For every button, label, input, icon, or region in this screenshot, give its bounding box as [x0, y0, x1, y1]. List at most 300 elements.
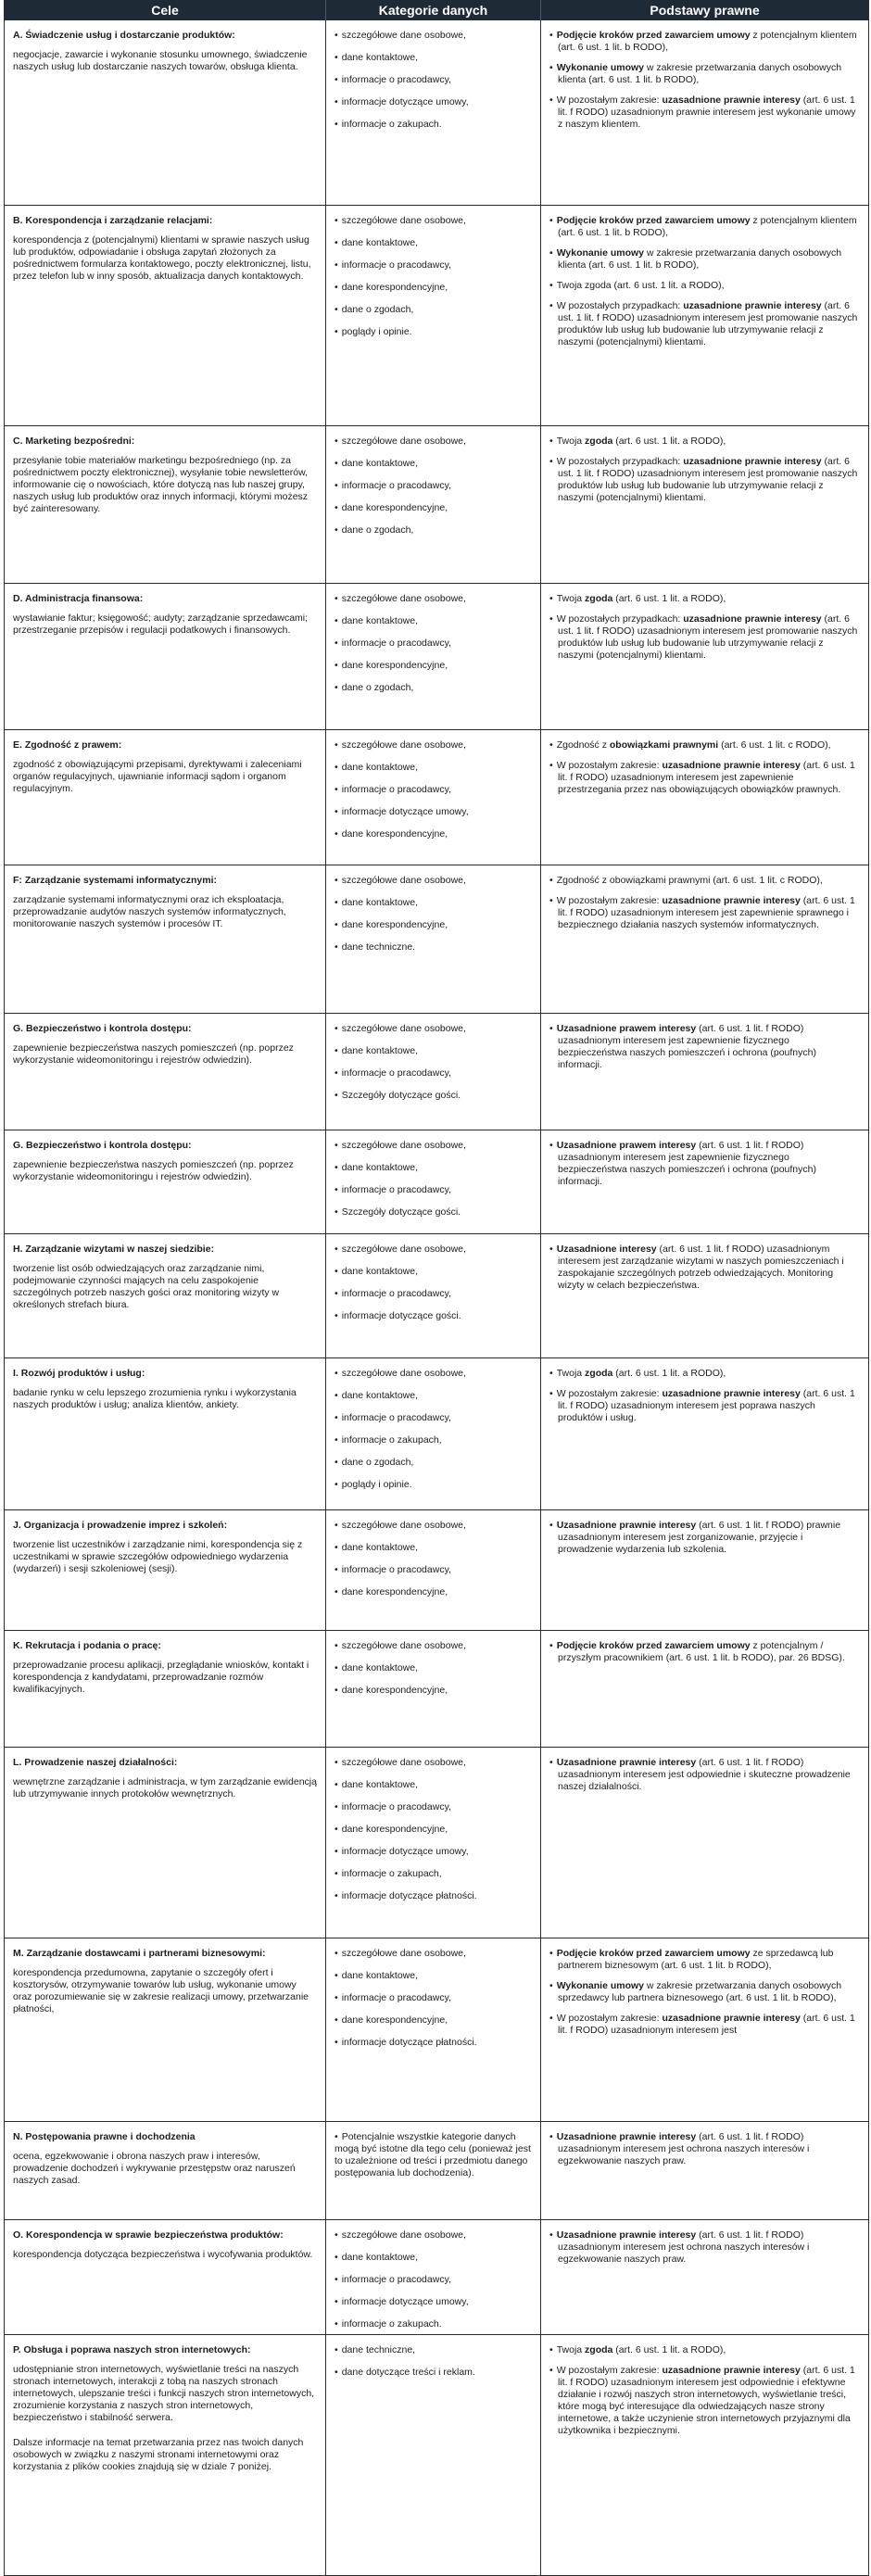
legal-basis-list — [549, 1244, 860, 1292]
legal-basis-emphasis: Uzasadnione prawem interesy — [556, 1140, 697, 1151]
legal-basis-item — [549, 1980, 860, 2004]
data-category-item: • szczegółowe dane osobowe, — [335, 1244, 532, 1256]
data-category-item: • dane kontaktowe, — [335, 458, 532, 470]
data-categories-list — [335, 1368, 532, 1491]
purpose-description: wewnętrzne zarządzanie i administracja, w tym zarządzanie ewidencją lub utrzymywanie innych protokołów wewnętrznych. — [13, 1776, 317, 1799]
data-category-item: • informacje dotyczące umowy, — [335, 2296, 532, 2308]
table-row — [5, 2220, 868, 2335]
legal-basis-cell — [540, 1130, 868, 1233]
legal-basis-item — [549, 1948, 860, 1972]
legal-basis-emphasis: Wykonanie umowy — [556, 1980, 645, 1991]
legal-basis-emphasis: Podjęcie kroków przed zawarciem umowy — [556, 1948, 751, 1959]
data-category-item: • dane kontaktowe, — [335, 52, 532, 64]
table-row — [5, 2122, 868, 2220]
legal-basis-item — [549, 280, 860, 292]
data-categories-cell — [325, 1938, 540, 2121]
legal-basis-cell — [540, 730, 868, 865]
purpose-title: H. Zarządzanie wizytami w naszej siedzibie: — [13, 1244, 215, 1255]
legal-basis-emphasis: uzasadnione prawnie interesy — [662, 2365, 801, 2376]
data-category-item: • dane kontaktowe, — [335, 1970, 532, 1982]
legal-basis-prefix: W pozostałym zakresie: — [556, 895, 663, 906]
header-kategorie-danych: Kategorie danych — [325, 0, 540, 20]
purpose-title: E. Zgodność z prawem: — [13, 739, 122, 751]
legal-basis-text: (art. 6 ust. 1 lit. a RODO), — [612, 2344, 726, 2355]
data-categories-cell — [325, 730, 540, 865]
data-category-item: • szczegółowe dane osobowe, — [335, 1520, 532, 1532]
legal-basis-list — [549, 739, 860, 796]
legal-basis-text: (art. 6 ust. 1 lit. f RODO) uzasadnionym interesem jest zapewnienie przestrzegania przez nas obowiązujących obowiązków prawnych. — [558, 760, 855, 795]
legal-basis-list — [549, 1948, 860, 2037]
data-category-item: • informacje o zakupach, — [335, 1434, 532, 1446]
data-category-item: • Potencjalnie wszystkie kategorie danych mogą być istotne dla tego celu (ponieważ jest to uzależnione od treści i przedmiotu danego postępowania lub dochodzenia). — [335, 2131, 532, 2179]
legal-basis-prefix: W pozostałym zakresie: — [556, 95, 663, 106]
purpose-title: F: Zarządzanie systemami informatycznymi: — [13, 875, 217, 886]
legal-basis-emphasis: Podjęcie kroków przed zawarciem umowy — [556, 1640, 751, 1651]
legal-basis-prefix: W pozostałych przypadkach: — [556, 300, 684, 311]
legal-basis-list — [549, 30, 860, 131]
legal-basis-text: (art. 6 ust. 1 lit. f RODO) uzasadnionym interesem jest odpowiednie i efektywne działanie i rozwój naszych stron internetowych, wyświetlanie treści, które mogą być interesujące dla odwiedzających nasze strony internetowe, a także uczynienie stron internetowych przyjaznymi dla użytkownika i bezpiecznymi. — [558, 2365, 855, 2436]
table-body — [5, 20, 868, 2576]
table-row — [5, 1358, 868, 1510]
legal-basis-item — [549, 875, 860, 887]
legal-basis-emphasis: uzasadnione prawnie interesy — [683, 300, 822, 311]
purpose-cell — [5, 1014, 325, 1130]
legal-basis-item — [549, 593, 860, 605]
data-category-item: • szczegółowe dane osobowe, — [335, 2229, 532, 2241]
purpose-description: korespondencja dotycząca bezpieczeństwa i wycofywania produktów. — [13, 2249, 313, 2260]
data-category-item: • informacje o pracodawcy, — [335, 1992, 532, 2004]
table-row — [5, 1631, 868, 1748]
legal-basis-text: (art. 6 ust. 1 lit. f RODO) uzasadnionym prawnie interesem jest wykonanie umowy z naszym klientem. — [558, 95, 856, 130]
data-category-item: • informacje o pracodawcy, — [335, 2274, 532, 2286]
legal-basis-list — [549, 215, 860, 348]
legal-basis-item — [549, 247, 860, 271]
legal-basis-emphasis: Uzasadnione prawnie interesy — [556, 1520, 697, 1531]
purpose-title: A. Świadczenie usług i dostarczanie produktów: — [13, 30, 235, 41]
legal-basis-text: (art. 6 ust. 1 lit. f RODO) uzasadnionym interesem jest poprawa naszych produktów i usług. — [558, 1388, 855, 1423]
legal-basis-list — [549, 2131, 860, 2167]
data-categories-list — [335, 1244, 532, 1322]
legal-basis-emphasis: Podjęcie kroków przed zawarciem umowy — [556, 215, 751, 226]
legal-basis-cell — [540, 2122, 868, 2219]
legal-basis-cell — [540, 20, 868, 205]
legal-basis-text: (art. 6 ust. 1 lit. f RODO) uzasadnionym interesem jest zapewnienie fizycznego bezpieczeństwa naszych pomieszczeń i ochrona (poufnych) informacji. — [558, 1023, 816, 1070]
legal-basis-text: (art. 6 ust. 1 lit. c RODO), — [718, 739, 831, 751]
table-row — [5, 426, 868, 584]
data-category-item: • szczegółowe dane osobowe, — [335, 739, 532, 751]
data-categories-list — [335, 436, 532, 537]
legal-basis-list — [549, 875, 860, 931]
data-category-item: • szczegółowe dane osobowe, — [335, 1140, 532, 1152]
data-categories-cell — [325, 1358, 540, 1509]
data-category-item: • informacje o zakupach, — [335, 1868, 532, 1880]
legal-basis-text: (art. 6 ust. 1 lit. f RODO) prawnie uzasadnionym interesem jest zorganizowanie, przyjęcie i prowadzenie wydarzenia lub szkolenia. — [558, 1520, 841, 1555]
data-category-item: • informacje dotyczące płatności. — [335, 2037, 532, 2049]
legal-basis-emphasis: uzasadnione prawnie interesy — [662, 95, 801, 106]
table-row — [5, 206, 868, 426]
legal-basis-text: Twoja zgoda (art. 6 ust. 1 lit. a RODO), — [556, 280, 725, 291]
legal-basis-emphasis: uzasadnione prawnie interesy — [683, 613, 822, 625]
table-row — [5, 20, 868, 206]
purpose-cell — [5, 1631, 325, 1747]
data-category-item: • dane kontaktowe, — [335, 1045, 532, 1057]
legal-basis-item — [549, 1140, 860, 1188]
legal-basis-list — [549, 1640, 860, 1664]
data-category-item: • informacje dotyczące umowy, — [335, 96, 532, 108]
data-category-item: • informacje o pracodawcy, — [335, 259, 532, 271]
purposes-table — [4, 0, 869, 2576]
data-category-item: • szczegółowe dane osobowe, — [335, 1368, 532, 1380]
purpose-title: B. Korespondencja i zarządzanie relacjami: — [13, 215, 213, 226]
legal-basis-item — [549, 895, 860, 931]
legal-basis-cell — [540, 2220, 868, 2334]
legal-basis-cell — [540, 1748, 868, 1938]
purpose-description: negocjacje, zawarcie i wykonanie stosunku umownego, świadczenie naszych usług lub dostarczanie naszych towarów, obsługa klienta. — [13, 49, 308, 72]
data-category-item: • dane korespondencyjne, — [335, 1685, 532, 1697]
table-header — [5, 0, 868, 20]
legal-basis-emphasis: zgoda — [585, 1368, 613, 1379]
data-category-item: • szczegółowe dane osobowe, — [335, 593, 532, 605]
purpose-title: D. Administracja finansowa: — [13, 593, 144, 604]
legal-basis-text: (art. 6 ust. 1 lit. f RODO) uzasadnionym interesem jest zarządzanie wizytami w naszych pomieszczeniach i zaspokajanie szczególnych potrzeb odwiedzających. Monitoring wizyty w celach bezpieczeństwa. — [558, 1244, 844, 1291]
data-category-item: • informacje o pracodawcy, — [335, 1801, 532, 1813]
purpose-title: L. Prowadzenie naszej działalności: — [13, 1757, 178, 1768]
purpose-extra-note: Dalsze informacje na temat przetwarzania przez nas twoich danych osobowych w związku z naszymi stronami internetowymi oraz korzystania z plików cookies znajdują się w dziale 7 poniżej. — [13, 2437, 304, 2472]
legal-basis-emphasis: obowiązkami prawnymi — [609, 739, 719, 751]
legal-basis-text: w zakresie przetwarzania danych osobowych klienta (art. 6 ust. 1 lit. b RODO), — [558, 62, 842, 85]
data-categories-list — [335, 2131, 532, 2179]
table-row — [5, 2335, 868, 2576]
purpose-title: G. Bezpieczeństwo i kontrola dostępu: — [13, 1140, 192, 1151]
legal-basis-text: (art. 6 ust. 1 lit. f RODO) uzasadnionym interesem jest zapewnienie sprawnego i bezpiecznego działania naszych systemów informatycznych. — [558, 895, 855, 930]
legal-basis-text: (art. 6 ust. 1 lit. a RODO), — [612, 1368, 726, 1379]
legal-basis-emphasis: uzasadnione prawnie interesy — [662, 1388, 801, 1399]
legal-basis-emphasis: Uzasadnione prawnie interesy — [556, 2229, 697, 2241]
data-category-item: • informacje o pracodawcy, — [335, 74, 532, 86]
legal-basis-text: Zgodność z obowiązkami prawnymi (art. 6 ust. 1 lit. c RODO), — [556, 875, 823, 886]
data-category-item: • dane o zgodach, — [335, 682, 532, 694]
data-category-item: • szczegółowe dane osobowe, — [335, 30, 532, 42]
data-categories-list — [335, 30, 532, 131]
data-category-item: • informacje o pracodawcy, — [335, 1412, 532, 1424]
legal-basis-list — [549, 593, 860, 662]
data-categories-list — [335, 1520, 532, 1598]
legal-basis-text: ze sprzedawcą lub partnerem biznesowym (art. 6 ust. 1 lit. b RODO), — [558, 1948, 834, 1971]
purpose-cell — [5, 1748, 325, 1938]
legal-basis-list — [549, 1023, 860, 1071]
data-categories-cell — [325, 2335, 540, 2575]
legal-basis-item — [549, 30, 860, 54]
data-category-item: • informacje o zakupach. — [335, 119, 532, 131]
data-category-item: • dane korespondencyjne, — [335, 1824, 532, 1836]
data-category-item: • poglądy i opinie. — [335, 1479, 532, 1491]
data-categories-cell — [325, 20, 540, 205]
legal-basis-item — [549, 1757, 860, 1793]
purpose-description: badanie rynku w celu lepszego zrozumienia rynku i wykorzystania naszych produktów i usług; analiza klientów, ankiety. — [13, 1387, 297, 1410]
legal-basis-list — [549, 1140, 860, 1188]
legal-basis-text: z potencjalnym klientem (art. 6 ust. 1 lit. b RODO), — [558, 30, 857, 53]
legal-basis-prefix: Twoja — [556, 1368, 586, 1379]
purpose-cell — [5, 2220, 325, 2334]
data-category-item: • informacje o pracodawcy, — [335, 638, 532, 650]
legal-basis-emphasis: zgoda — [585, 2344, 613, 2355]
purpose-title: C. Marketing bezpośredni: — [13, 436, 135, 447]
header-podstawy-prawne: Podstawy prawne — [540, 0, 868, 20]
purpose-description: przesyłanie tobie materiałów marketingu bezpośredniego (np. za pośrednictwem poczty elektronicznej), wysyłanie tobie newsletterów, informowanie cię o nowościach, które dotyczą nas lub naszej grupy, naszych usług lub produktów oraz innych informacji, którymi możesz być zainteresowany. — [13, 455, 309, 514]
data-category-item: • szczegółowe dane osobowe, — [335, 1023, 532, 1035]
data-categories-cell — [325, 2122, 540, 2219]
purpose-description: korespondencja przedumowna, zapytanie o szczegóły ofert i kosztorysów, otrzymywanie towarów lub usług, wykonanie umowy oraz porozumiewanie się w zakresie realizacji umowy, przetwarzanie płatności, — [13, 1967, 309, 2014]
legal-basis-item — [549, 2365, 860, 2437]
data-category-item: • dane korespondencyjne, — [335, 502, 532, 514]
legal-basis-emphasis: Uzasadnione prawem interesy — [556, 1023, 697, 1034]
legal-basis-list — [549, 1368, 860, 1424]
data-categories-list — [335, 739, 532, 840]
legal-basis-emphasis: uzasadnione prawnie interesy — [662, 895, 801, 906]
data-categories-cell — [325, 1014, 540, 1130]
purpose-description: zapewnienie bezpieczeństwa naszych pomieszczeń (np. poprzez wykorzystanie wideomonitoringu i rejestrów odwiedzin). — [13, 1159, 294, 1182]
data-category-item: • dane kontaktowe, — [335, 762, 532, 774]
legal-basis-text: (art. 6 ust. 1 lit. f RODO) uzasadnionym interesem jest promowanie naszych produktów lub usług lub budowanie lub utrzymywanie relacji z naszymi (potencjalnymi) klientami. — [558, 456, 858, 503]
purpose-cell — [5, 206, 325, 425]
legal-basis-emphasis: Uzasadnione prawnie interesy — [556, 1757, 697, 1768]
legal-basis-cell — [540, 1014, 868, 1130]
legal-basis-text: w zakresie przetwarzania danych osobowych sprzedawcy lub partnera biznesowego (art. 6 ust. 1 lit. b RODO), — [558, 1980, 842, 2003]
purpose-title: P. Obsługa i poprawa naszych stron internetowych: — [13, 2344, 251, 2355]
data-categories-list — [335, 2229, 532, 2330]
data-categories-cell — [325, 1748, 540, 1938]
data-category-item: • dane techniczne. — [335, 941, 532, 953]
legal-basis-cell — [540, 206, 868, 425]
purpose-cell — [5, 20, 325, 205]
legal-basis-text: (art. 6 ust. 1 lit. f RODO) uzasadnionym interesem jest ochrona naszych interesów i egzekwowanie naszych praw. — [558, 2229, 810, 2265]
purpose-title: G. Bezpieczeństwo i kontrola dostępu: — [13, 1023, 192, 1034]
data-category-item: • dane kontaktowe, — [335, 1542, 532, 1554]
legal-basis-cell — [540, 1938, 868, 2121]
data-category-item: • informacje o pracodawcy, — [335, 784, 532, 796]
legal-basis-item — [549, 760, 860, 796]
purpose-cell — [5, 1938, 325, 2121]
data-category-item: • dane techniczne, — [335, 2344, 532, 2356]
legal-basis-item — [549, 95, 860, 131]
purpose-cell — [5, 584, 325, 729]
data-category-item: • dane dotyczące treści i reklam. — [335, 2367, 532, 2379]
table-row — [5, 1014, 868, 1130]
data-category-item: • informacje o zakupach. — [335, 2318, 532, 2330]
purpose-cell — [5, 1510, 325, 1630]
legal-basis-list — [549, 1520, 860, 1556]
purpose-description: zapewnienie bezpieczeństwa naszych pomieszczeń (np. poprzez wykorzystanie wideomonitoringu i rejestrów odwiedzin). — [13, 1042, 294, 1066]
data-category-item: • szczegółowe dane osobowe, — [335, 215, 532, 227]
data-category-item: • dane kontaktowe, — [335, 1779, 532, 1791]
header-cele: Cele — [151, 3, 179, 18]
data-categories-cell — [325, 1130, 540, 1233]
table-row — [5, 1938, 868, 2122]
legal-basis-text: (art. 6 ust. 1 lit. a RODO), — [612, 593, 726, 604]
legal-basis-list — [549, 2229, 860, 2266]
legal-basis-cell — [540, 865, 868, 1013]
table-row — [5, 1510, 868, 1631]
legal-basis-emphasis: zgoda — [585, 593, 613, 604]
legal-basis-item — [549, 1640, 860, 1664]
data-category-item: • informacje o pracodawcy, — [335, 1184, 532, 1196]
legal-basis-text: (art. 6 ust. 1 lit. a RODO), — [612, 436, 726, 447]
data-category-item: • szczegółowe dane osobowe, — [335, 1948, 532, 1960]
purpose-title: K. Rekrutacja i podania o pracę: — [13, 1640, 161, 1651]
legal-basis-text: (art. 6 ust. 1 lit. f RODO) uzasadnionym interesem jest ochrona naszych interesów i egzekwowanie naszych praw. — [558, 2131, 810, 2166]
legal-basis-cell — [540, 1358, 868, 1509]
purpose-cell — [5, 2122, 325, 2219]
table-row — [5, 1130, 868, 1234]
data-category-item: • dane kontaktowe, — [335, 1266, 532, 1278]
purpose-title: I. Rozwój produktów i usług: — [13, 1368, 145, 1379]
legal-basis-cell — [540, 1631, 868, 1747]
legal-basis-prefix: W pozostałym zakresie: — [556, 1388, 663, 1399]
purpose-title: M. Zarządzanie dostawcami i partnerami biznesowymi: — [13, 1948, 266, 1959]
table-row — [5, 1748, 868, 1938]
legal-basis-item — [549, 1388, 860, 1424]
legal-basis-item — [549, 300, 860, 348]
legal-basis-item — [549, 2131, 860, 2167]
legal-basis-cell — [540, 584, 868, 729]
data-category-item: • Szczegóły dotyczące gości. — [335, 1090, 532, 1102]
legal-basis-emphasis: Podjęcie kroków przed zawarciem umowy — [556, 30, 751, 41]
purpose-cell — [5, 1234, 325, 1357]
purpose-cell — [5, 1130, 325, 1233]
purpose-description: tworzenie list osób odwiedzających oraz zarządzanie nimi, podejmowanie czynności mających na celu zaspokojenie szczególnych potrzeb naszych gości oraz monitoring wizyty w określonych strefach biura. — [13, 1263, 280, 1310]
purpose-title: J. Organizacja i prowadzenie imprez i szkoleń: — [13, 1520, 228, 1531]
data-categories-list — [335, 1757, 532, 1902]
purpose-description: przeprowadzanie procesu aplikacji, przeglądanie wniosków, kontakt i korespondencja z kandydatami, przeprowadzanie rozmów kwalifikacyjnych. — [13, 1660, 309, 1695]
data-category-item: • szczegółowe dane osobowe, — [335, 1640, 532, 1652]
data-category-item: • dane korespondencyjne, — [335, 660, 532, 672]
data-category-item: • dane o zgodach, — [335, 304, 532, 316]
legal-basis-prefix: Twoja — [556, 2344, 586, 2355]
legal-basis-text: z potencjalnym klientem (art. 6 ust. 1 lit. b RODO), — [558, 215, 857, 238]
purpose-title: O. Korespondencja w sprawie bezpieczeństwa produktów: — [13, 2229, 284, 2241]
data-category-item: • dane o zgodach, — [335, 524, 532, 537]
table-row — [5, 730, 868, 865]
data-category-item: • informacje o pracodawcy, — [335, 1067, 532, 1080]
data-category-item: • dane korespondencyjne, — [335, 282, 532, 294]
data-categories-cell — [325, 2220, 540, 2334]
legal-basis-cell — [540, 1510, 868, 1630]
table-row — [5, 1234, 868, 1358]
data-category-item: • dane kontaktowe, — [335, 1390, 532, 1402]
data-categories-cell — [325, 865, 540, 1013]
legal-basis-item — [549, 613, 860, 662]
data-category-item: • dane kontaktowe, — [335, 897, 532, 909]
data-category-item: • informacje dotyczące umowy, — [335, 806, 532, 818]
purpose-title: N. Postępowania prawne i dochodzenia — [13, 2131, 196, 2142]
purpose-description: korespondencja z (potencjalnymi) klientami w sprawie naszych usług lub produktów, odpowiadanie i obsługa zapytań złożonych za pośrednictwem formularza kontaktowego, poczty elektronicznej, listu, przez telefon lub w inny sposób, aktualizacja danych kontaktowych. — [13, 234, 311, 282]
legal-basis-emphasis: uzasadnione prawnie interesy — [662, 2013, 801, 2024]
purpose-cell — [5, 426, 325, 583]
data-category-item: • dane korespondencyjne, — [335, 919, 532, 931]
data-categories-list — [335, 875, 532, 953]
legal-basis-list — [549, 1757, 860, 1793]
legal-basis-text: w zakresie przetwarzania danych osobowych klienta (art. 6 ust. 1 lit. b RODO), — [558, 247, 842, 271]
legal-basis-item — [549, 2344, 860, 2356]
legal-basis-prefix: Twoja — [556, 593, 586, 604]
data-category-item: • dane korespondencyjne, — [335, 2014, 532, 2027]
data-category-item: • Szczegóły dotyczące gości. — [335, 1206, 532, 1219]
legal-basis-item — [549, 1244, 860, 1292]
data-categories-list — [335, 1023, 532, 1102]
legal-basis-text: (art. 6 ust. 1 lit. f RODO) uzasadnionym interesem jest — [558, 2013, 855, 2036]
purpose-description: zgodność z obowiązującymi przepisami, dyrektywami i zaleceniami organów regulacyjnych, ujawnianie informacji sądom i organom regulacyjnym. — [13, 759, 302, 794]
data-categories-list — [335, 1140, 532, 1219]
data-categories-cell — [325, 206, 540, 425]
table-row — [5, 865, 868, 1014]
legal-basis-item — [549, 2229, 860, 2266]
data-categories-list — [335, 593, 532, 694]
data-categories-list — [335, 2344, 532, 2379]
legal-basis-text: z potencjalnym / przyszłym pracownikiem (art. 6 ust. 1 lit. b RODO), par. 26 BDSG). — [558, 1640, 845, 1663]
legal-basis-item — [549, 436, 860, 448]
data-category-item: • dane kontaktowe, — [335, 615, 532, 627]
legal-basis-emphasis: Wykonanie umowy — [556, 62, 645, 73]
purpose-description: udostępnianie stron internetowych, wyświetlanie treści na naszych stronach internetowych, interakcji z tobą na naszych stronach internetowych, ulepszanie treści i funkcji naszych stron internetowych, zrozumienie korzystania z naszych stron internetowych, bezpieczeństwo i stabilność serwera. — [13, 2364, 315, 2423]
legal-basis-text: (art. 6 ust. 1 lit. f RODO) uzasadnionym interesem jest zapewnienie fizycznego bezpieczeństwa naszych pomieszczeń i ochrona (poufnych) informacji. — [558, 1140, 816, 1187]
legal-basis-item — [549, 1368, 860, 1380]
data-categories-list — [335, 215, 532, 338]
legal-basis-prefix: W pozostałych przypadkach: — [556, 613, 684, 625]
purpose-description: wystawianie faktur; księgowość; audyty; zarządzanie sprzedawcami; przestrzeganie przepisów i regulacji podatkowych i finansowych. — [13, 612, 309, 636]
data-category-item: • informacje dotyczące gości. — [335, 1310, 532, 1322]
legal-basis-emphasis: Uzasadnione interesy — [556, 1244, 657, 1255]
legal-basis-emphasis: Uzasadnione prawnie interesy — [556, 2131, 697, 2142]
legal-basis-emphasis: uzasadnione prawnie interesy — [662, 760, 801, 771]
data-category-item: • dane korespondencyjne, — [335, 828, 532, 840]
purpose-cell — [5, 1358, 325, 1509]
legal-basis-item — [549, 62, 860, 86]
legal-basis-item — [549, 456, 860, 504]
data-category-item: • dane kontaktowe, — [335, 2252, 532, 2264]
data-categories-cell — [325, 1510, 540, 1630]
legal-basis-item — [549, 1520, 860, 1556]
legal-basis-item — [549, 2013, 860, 2037]
legal-basis-item — [549, 1023, 860, 1071]
data-category-item: • dane kontaktowe, — [335, 1162, 532, 1174]
data-categories-list — [335, 1640, 532, 1697]
data-category-item: • informacje o pracodawcy, — [335, 1564, 532, 1576]
legal-basis-list — [549, 436, 860, 504]
data-category-item: • dane o zgodach, — [335, 1457, 532, 1469]
legal-basis-emphasis: Wykonanie umowy — [556, 247, 645, 259]
purpose-cell — [5, 865, 325, 1013]
legal-basis-text: (art. 6 ust. 1 lit. f RODO) uzasadnionym interesem jest promowanie naszych produktów lub usług lub budowanie lub utrzymywanie relacji z naszymi (potencjalnymi) klientami. — [558, 300, 858, 347]
data-category-item: • dane kontaktowe, — [335, 237, 532, 249]
legal-basis-text: (art. 6 ust. 1 lit. f RODO) uzasadnionym interesem jest odpowiednie i skuteczne prowadzenie naszej działalności. — [558, 1757, 851, 1792]
data-categories-list — [335, 1948, 532, 2049]
purpose-description: tworzenie list uczestników i zarządzanie nimi, korespondencja się z uczestnikami w sprawie szczegółów odpowiedniego wydarzenia (wydarzeń) i sesji szkoleniowej (sesji). — [13, 1539, 303, 1574]
legal-basis-prefix: W pozostałych przypadkach: — [556, 456, 684, 467]
data-category-item: • dane kontaktowe, — [335, 1662, 532, 1674]
table-row — [5, 584, 868, 730]
legal-basis-prefix: Zgodność z — [556, 739, 610, 751]
legal-basis-text: (art. 6 ust. 1 lit. f RODO) uzasadnionym interesem jest promowanie naszych produktów lub usług lub budowanie lub utrzymywanie relacji z naszymi (potencjalnymi) klientami. — [558, 613, 858, 661]
legal-basis-emphasis: zgoda — [585, 436, 613, 447]
data-category-item: • informacje dotyczące umowy, — [335, 1846, 532, 1858]
legal-basis-list — [549, 2344, 860, 2437]
data-category-item: • informacje o pracodawcy, — [335, 480, 532, 492]
purpose-description: ocena, egzekwowanie i obrona naszych praw i interesów, prowadzenie dochodzeń i wykrywanie przestępstw oraz naruszeń naszych zasad. — [13, 2151, 296, 2186]
legal-basis-cell — [540, 1234, 868, 1357]
legal-basis-prefix: W pozostałym zakresie: — [556, 2365, 663, 2376]
legal-basis-prefix: W pozostałym zakresie: — [556, 2013, 663, 2024]
data-category-item: • szczegółowe dane osobowe, — [335, 436, 532, 448]
